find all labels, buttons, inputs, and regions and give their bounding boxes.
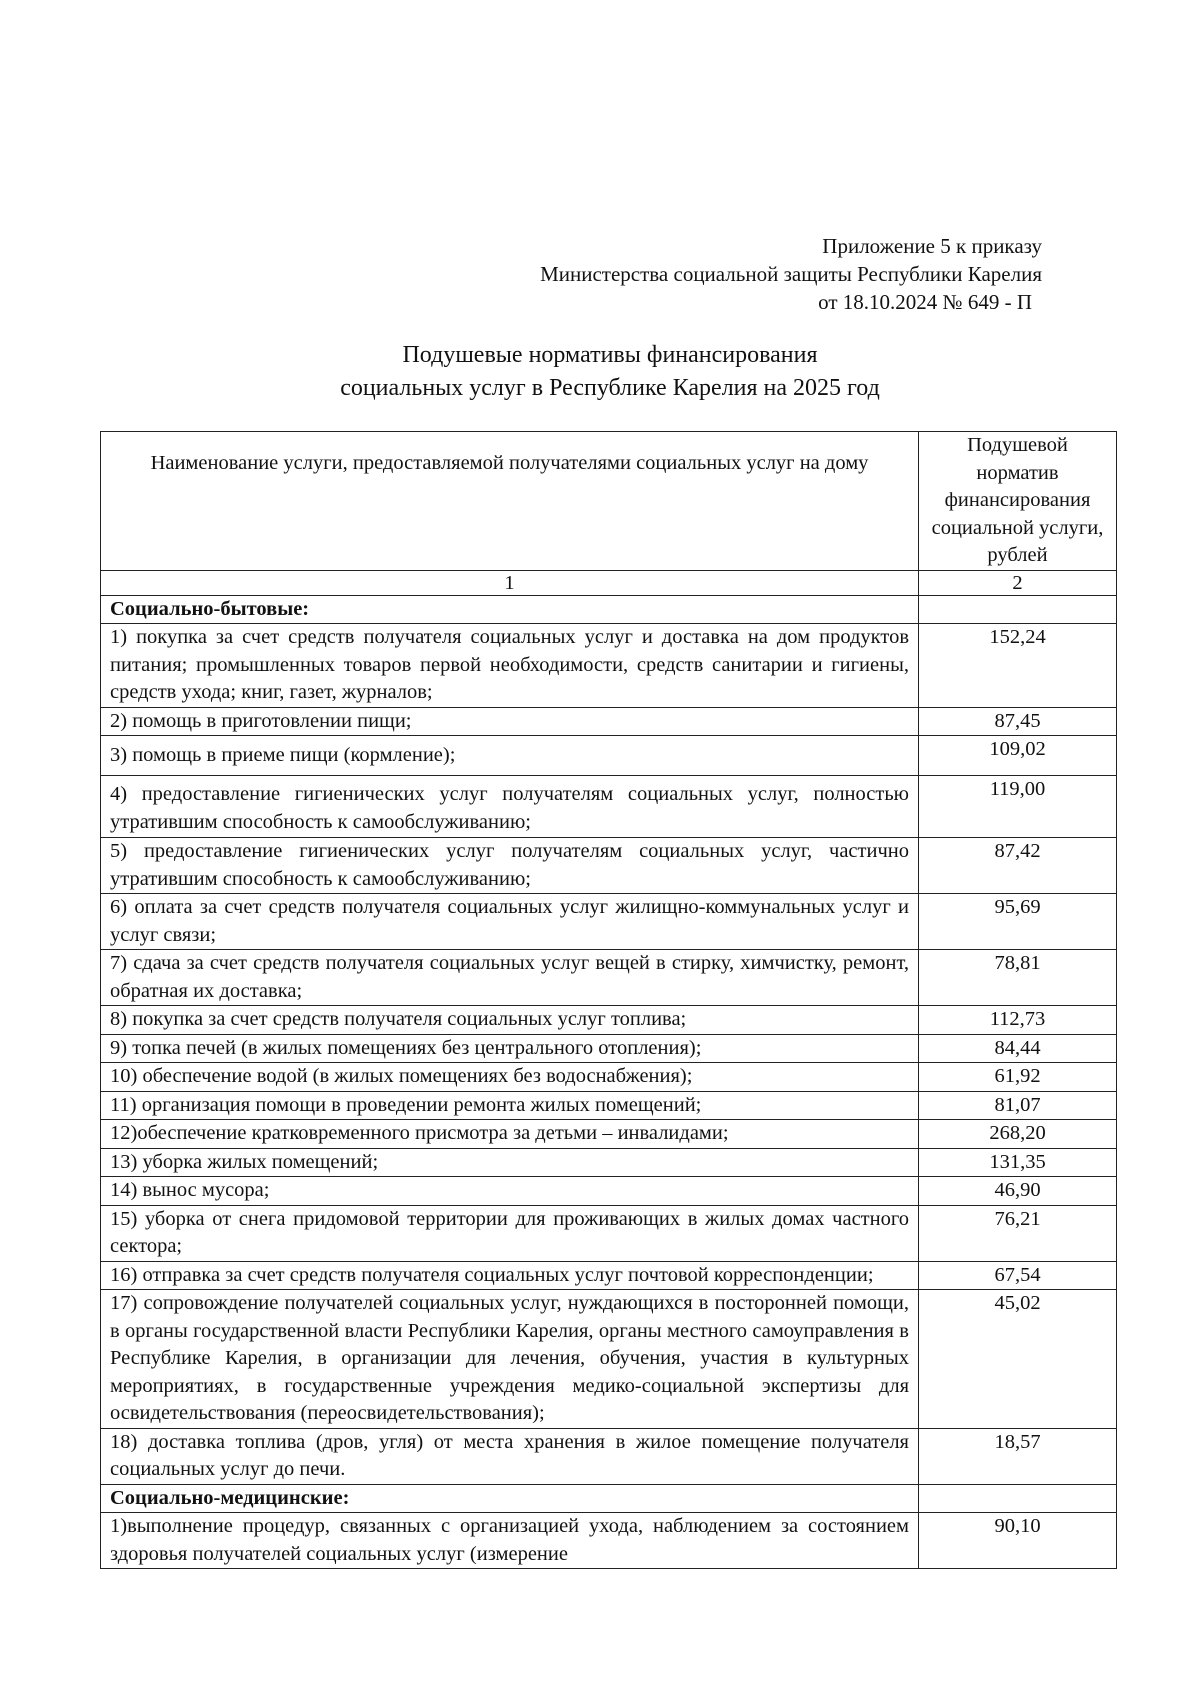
section-title: Социально-бытовые: — [101, 595, 919, 624]
section-row — [101, 1484, 1117, 1513]
service-value: 84,44 — [919, 1034, 1117, 1063]
service-name: 16) отправка за счет средств получателя социальных услуг почтовой корреспонденции; — [101, 1261, 919, 1290]
service-name: 12)обеспечение кратковременного присмотра за детьми – инвалидами; — [101, 1120, 919, 1149]
service-name: 10) обеспечение водой (в жилых помещениях без водоснабжения); — [101, 1063, 919, 1092]
service-name: 2) помощь в приготовлении пищи; — [101, 707, 919, 736]
service-value: 46,90 — [919, 1177, 1117, 1206]
service-name: 6) оплата за счет средств получателя социальных услуг жилищно-коммунальных услуг и услуг связи; — [101, 894, 919, 950]
service-name: 7) сдача за счет средств получателя социальных услуг вещей в стирку, химчистку, ремонт, обратная их доставка; — [101, 950, 919, 1006]
title-line-1: Подушевые нормативы финансирования — [402, 342, 818, 368]
document-title — [0, 339, 1200, 405]
service-name: 18) доставка топлива (дров, угля) от места хранения в жилое помещение получателя социальных услуг до печи. — [101, 1428, 919, 1484]
service-value: 45,02 — [919, 1290, 1117, 1429]
table-row — [101, 1006, 1117, 1035]
table-row — [101, 736, 1117, 776]
table-row — [101, 776, 1117, 838]
table-row — [101, 1148, 1117, 1177]
service-value: 18,57 — [919, 1428, 1117, 1484]
section-row — [101, 595, 1117, 624]
service-value: 109,02 — [919, 736, 1117, 776]
service-value: 78,81 — [919, 950, 1117, 1006]
service-value: 90,10 — [919, 1513, 1117, 1569]
service-name: 5) предоставление гигиенических услуг получателям социальных услуг, частично утратившим способность к самообслуживанию; — [101, 838, 919, 894]
service-name: 9) топка печей (в жилых помещениях без центрального отопления); — [101, 1034, 919, 1063]
column-number-row — [101, 570, 1117, 595]
service-name: 13) уборка жилых помещений; — [101, 1148, 919, 1177]
table-row — [101, 1261, 1117, 1290]
service-value: 131,35 — [919, 1148, 1117, 1177]
service-value: 67,54 — [919, 1261, 1117, 1290]
table-row — [101, 1120, 1117, 1149]
table-row — [101, 894, 1117, 950]
service-name: 3) помощь в приеме пищи (кормление); — [101, 736, 919, 776]
table-row — [101, 1063, 1117, 1092]
service-value: 81,07 — [919, 1091, 1117, 1120]
service-value: 268,20 — [919, 1120, 1117, 1149]
header-service-name: Наименование услуги, предоставляемой получателями социальных услуг на дому — [101, 432, 919, 571]
table-row — [101, 624, 1117, 708]
column-number-2: 2 — [919, 570, 1117, 595]
table-row — [101, 950, 1117, 1006]
service-name: 11) организация помощи в проведении ремонта жилых помещений; — [101, 1091, 919, 1120]
service-name: 1)выполнение процедур, связанных с организацией ухода, наблюдением за состоянием здоровья получателей социальных услуг (измерение — [101, 1513, 919, 1569]
service-value: 119,00 — [919, 776, 1117, 838]
service-value: 76,21 — [919, 1205, 1117, 1261]
table-row — [101, 1513, 1117, 1569]
header-norm-value: Подушевой норматив финансирования социальной услуги, рублей — [919, 432, 1117, 571]
service-value: 87,42 — [919, 838, 1117, 894]
table-row — [101, 1091, 1117, 1120]
table-row — [101, 1290, 1117, 1429]
service-name: 15) уборка от снега придомовой территории для проживающих в жилых домах частного сектора; — [101, 1205, 919, 1261]
service-value: 95,69 — [919, 894, 1117, 950]
table-row — [101, 1428, 1117, 1484]
service-name: 8) покупка за счет средств получателя социальных услуг топлива; — [101, 1006, 919, 1035]
table-row — [101, 707, 1117, 736]
service-value: 152,24 — [919, 624, 1117, 708]
table-row — [101, 1177, 1117, 1206]
appendix-line-1: Приложение 5 к приказу — [822, 234, 1042, 258]
table-row — [101, 838, 1117, 894]
column-number-1: 1 — [101, 570, 919, 595]
title-line-2: социальных услуг в Республике Карелия на 2025 год — [340, 375, 880, 401]
table-header-row — [101, 432, 1117, 571]
service-value: 112,73 — [919, 1006, 1117, 1035]
service-value: 87,45 — [919, 707, 1117, 736]
appendix-line-2: Министерства социальной защиты Республики Карелия — [540, 262, 1042, 286]
service-value: 61,92 — [919, 1063, 1117, 1092]
section-title: Социально-медицинские: — [101, 1484, 919, 1513]
norms-table — [100, 431, 1117, 1569]
service-name: 17) сопровождение получателей социальных услуг, нуждающихся в посторонней помощи, в органы государственной власти Республики Карелия, органы местного самоуправления в Республике Карелия, в организации для лечения, обучения, участия в культурных мероприятиях, в государственные учреждения медико-социальной экспертизы для освидетельствования (переосвидетельствования); — [101, 1290, 919, 1429]
service-name: 1) покупка за счет средств получателя социальных услуг и доставка на дом продуктов питания; промышленных товаров первой необходимости, средств санитарии и гигиены, средств ухода; книг, газет, журналов; — [101, 624, 919, 708]
table-row — [101, 1205, 1117, 1261]
service-name: 14) вынос мусора; — [101, 1177, 919, 1206]
service-name: 4) предоставление гигиенических услуг получателям социальных услуг, полностью утратившим способность к самообслуживанию; — [101, 776, 919, 838]
appendix-line-3: от 18.10.2024 № 649 - П — [818, 290, 1032, 314]
table-row — [101, 1034, 1117, 1063]
appendix-header — [540, 232, 1042, 316]
